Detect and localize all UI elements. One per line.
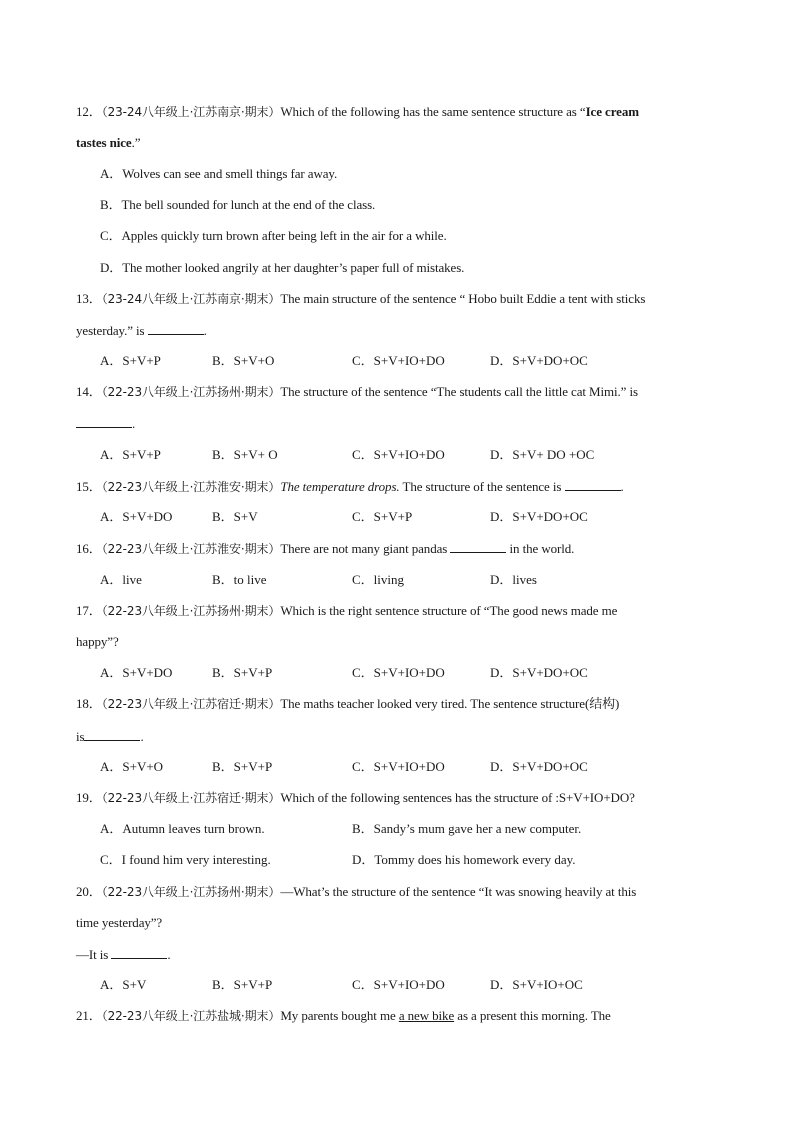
option-b[interactable]: B．to live — [212, 572, 267, 587]
question-text: . — [140, 729, 144, 744]
options-row — [100, 665, 734, 681]
option-c[interactable]: C．I found him very interesting. — [100, 852, 271, 867]
option-c[interactable]: C．S+V+IO+DO — [352, 447, 445, 462]
question-number: 21． — [76, 1008, 102, 1023]
question-13-stem-cont — [76, 322, 734, 339]
question-number: 20． — [76, 884, 102, 899]
question-source: （22-23八年级上·江苏盐城·期末） — [101, 1009, 281, 1023]
question-source: （23-24八年级上·江苏南京·期末） — [101, 292, 281, 306]
question-text: —What’s the structure of the sentence “It was snowing heavily at this — [280, 884, 637, 899]
question-number: 13． — [76, 291, 102, 306]
question-source: （22-23八年级上·江苏扬州·期末） — [101, 885, 281, 899]
question-text: The maths teacher looked very tired. The sentence structure(结构) — [280, 696, 620, 711]
option-d[interactable]: D．S+V+DO+OC — [490, 759, 588, 774]
question-text: in the world. — [506, 541, 575, 556]
question-14-stem-cont — [76, 415, 734, 432]
question-number: 14． — [76, 384, 102, 399]
question-text: Which of the following has the same sentence structure as “ — [280, 104, 586, 119]
option-b[interactable]: B．S+V+P — [212, 759, 273, 774]
option-d[interactable]: D．S+V+DO+OC — [490, 353, 588, 368]
option-d[interactable]: D．Tommy does his homework every day. — [352, 852, 576, 867]
question-text: . — [620, 479, 624, 494]
question-text: as a present this morning. The — [454, 1008, 611, 1023]
question-18-stem-cont — [76, 728, 734, 745]
question-text: The structure of the sentence is — [399, 479, 562, 494]
question-text: My parents bought me — [280, 1008, 396, 1023]
answer-blank[interactable] — [450, 540, 506, 553]
option-a[interactable]: A．S+V+P — [100, 353, 161, 368]
question-text: Which is the right sentence structure of “The good news made me — [280, 603, 618, 618]
option-a[interactable]: A．Wolves can see and smell things far away. — [100, 166, 338, 181]
option-b[interactable]: B．S+V+P — [212, 977, 273, 992]
option-d[interactable]: D．S+V+ DO +OC — [490, 447, 595, 462]
option-d[interactable]: D．S+V+IO+OC — [490, 977, 583, 992]
option-c[interactable]: C．S+V+IO+DO — [352, 353, 445, 368]
options-row — [100, 572, 734, 588]
question-number: 16． — [76, 541, 102, 556]
question-text-bold: tastes nice — [76, 135, 132, 150]
question-text: The structure of the sentence “The students call the little cat Mimi.” is — [280, 384, 638, 399]
question-text-bold: Ice cream — [585, 104, 639, 119]
question-21-stem — [76, 1008, 734, 1024]
question-20-stem — [76, 884, 734, 900]
question-source: （22-23八年级上·江苏扬州·期末） — [101, 604, 281, 618]
question-text: is — [76, 729, 85, 744]
option-c[interactable]: C．S+V+P — [352, 509, 413, 524]
question-source: （22-23八年级上·江苏淮安·期末） — [101, 542, 281, 556]
option-a[interactable]: A．live — [100, 572, 142, 587]
answer-blank[interactable] — [76, 415, 132, 428]
options-row — [100, 759, 734, 775]
option-a[interactable]: A．S+V+DO — [100, 509, 173, 524]
question-text: . — [167, 947, 171, 962]
question-number: 18． — [76, 696, 102, 711]
question-number: 19． — [76, 790, 102, 805]
option-b[interactable]: B．S+V+P — [212, 665, 273, 680]
question-text: Which of the following sentences has the structure of :S+V+IO+DO? — [280, 790, 635, 805]
option-c[interactable]: C．S+V+IO+DO — [352, 665, 445, 680]
question-text: yesterday.” is — [76, 323, 145, 338]
question-number: 12． — [76, 104, 102, 119]
option-a[interactable]: A．Autumn leaves turn brown. — [100, 821, 265, 836]
question-text: The main structure of the sentence “ Hobo built Eddie a tent with sticks — [280, 291, 646, 306]
question-20-stem-cont: time yesterday”? — [76, 915, 163, 930]
question-text: . — [203, 323, 207, 338]
question-source: （23-24八年级上·江苏南京·期末） — [101, 105, 281, 119]
option-c[interactable]: C．living — [352, 572, 405, 587]
options-row — [100, 353, 734, 369]
option-b[interactable]: B．Sandy’s mum gave her a new computer. — [352, 821, 582, 836]
option-b[interactable]: B．The bell sounded for lunch at the end of the class. — [100, 197, 376, 212]
option-a[interactable]: A．S+V+DO — [100, 665, 173, 680]
underlined-phrase: a new bike — [398, 1008, 455, 1023]
question-19-stem — [76, 790, 734, 806]
question-20-answer-line — [76, 946, 734, 963]
question-13-stem — [76, 291, 734, 307]
question-12-stem — [76, 104, 734, 120]
option-b[interactable]: B．S+V+ O — [212, 447, 278, 462]
question-12-stem-cont — [76, 135, 734, 151]
question-15-stem — [76, 478, 734, 495]
option-a[interactable]: A．S+V+P — [100, 447, 161, 462]
question-17-stem — [76, 603, 734, 619]
question-16-stem — [76, 540, 734, 557]
answer-blank[interactable] — [565, 478, 621, 491]
question-source: （22-23八年级上·江苏宿迁·期末） — [101, 697, 281, 711]
option-a[interactable]: A．S+V — [100, 977, 147, 992]
option-c[interactable]: C．S+V+IO+DO — [352, 759, 445, 774]
option-b[interactable]: B．S+V+O — [212, 353, 275, 368]
option-d[interactable]: D．S+V+DO+OC — [490, 509, 588, 524]
question-text: There are not many giant pandas — [280, 541, 448, 556]
options-row — [100, 821, 734, 837]
question-text-italic: The temperature drops. — [280, 479, 400, 494]
question-source: （22-23八年级上·江苏宿迁·期末） — [101, 791, 281, 805]
option-d[interactable]: D．The mother looked angrily at her daughter’s paper full of mistakes. — [100, 260, 465, 275]
question-17-stem-cont: happy”? — [76, 634, 119, 649]
question-number: 15． — [76, 479, 102, 494]
options-row — [100, 509, 734, 525]
answer-blank[interactable] — [111, 946, 167, 959]
option-a[interactable]: A．S+V+O — [100, 759, 164, 774]
options-row — [100, 977, 734, 993]
option-c[interactable]: C．S+V+IO+DO — [352, 977, 445, 992]
option-d[interactable]: D．S+V+DO+OC — [490, 665, 588, 680]
question-text: .” — [131, 135, 141, 150]
option-b[interactable]: B．S+V — [212, 509, 258, 524]
answer-blank[interactable] — [148, 322, 204, 335]
options-row — [100, 852, 734, 868]
question-text: . — [132, 416, 136, 431]
question-text: —It is — [76, 947, 109, 962]
question-source: （22-23八年级上·江苏扬州·期末） — [101, 385, 281, 399]
question-18-stem — [76, 696, 734, 712]
answer-blank[interactable] — [84, 728, 140, 741]
question-number: 17． — [76, 603, 102, 618]
option-d[interactable]: D．lives — [490, 572, 537, 587]
question-14-stem — [76, 384, 734, 400]
question-source: （22-23八年级上·江苏淮安·期末） — [101, 480, 281, 494]
options-row — [100, 447, 734, 463]
option-c[interactable]: C．Apples quickly turn brown after being left in the air for a while. — [100, 228, 447, 243]
